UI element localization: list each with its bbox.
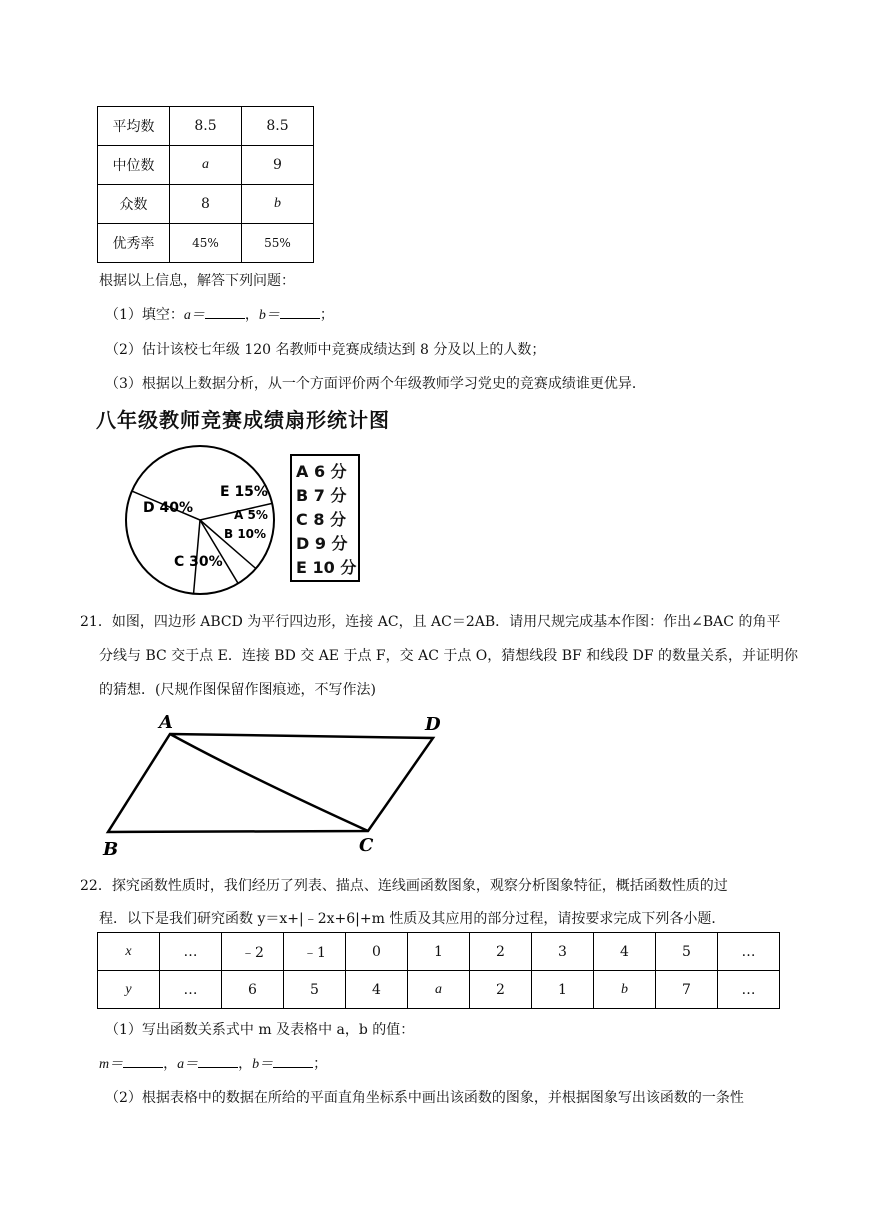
cell: 8 — [170, 185, 242, 224]
q22-b-label: b＝ — [252, 1057, 274, 1072]
cell: 45% — [170, 224, 242, 263]
legend-item: B 7 分 — [296, 486, 347, 505]
pie-slice-label: C 30% — [174, 554, 223, 570]
parallelogram-abcd — [108, 734, 433, 832]
cell: 55% — [242, 224, 314, 263]
y-cell: a — [408, 971, 470, 1009]
x-cell: 4 — [594, 933, 656, 971]
xy-table — [97, 932, 780, 1009]
y-cell: 2 — [470, 971, 532, 1009]
answer-blank — [123, 1055, 163, 1068]
cell: 9 — [242, 146, 314, 185]
x-cell: … — [160, 933, 222, 971]
table-row — [98, 185, 314, 224]
pie-slice-label: B 10% — [224, 527, 267, 541]
q21-line1: 21．如图，四边形 ABCD 为平行四边形，连接 AC，且 AC＝2AB．请用尺规完成基本作图：作出∠BAC 的角平 — [80, 614, 781, 630]
q20-a-label: a＝ — [183, 308, 205, 323]
q20-part3: （3）根据以上数据分析，从一个方面评价两个年级教师学习党史的竞赛成绩谁更优异． — [105, 376, 646, 392]
answer-blank — [198, 1055, 238, 1068]
separator: ， — [244, 307, 259, 323]
separator: ， — [163, 1056, 178, 1072]
diagonal-ac — [170, 734, 368, 831]
table-row — [98, 933, 780, 971]
x-cell: 3 — [532, 933, 594, 971]
q22-m-label: m＝ — [99, 1057, 124, 1072]
line-end: ； — [319, 307, 334, 323]
x-cell: 2 — [470, 933, 532, 971]
y-cell: … — [718, 971, 780, 1009]
pie-slice-label: D 40% — [143, 500, 194, 516]
y-cell: … — [160, 971, 222, 1009]
table-row — [98, 971, 780, 1009]
q22-line1: 22．探究函数性质时，我们经历了列表、描点、连线画函数图象，观察分析图象特征，概括函数性质的过 — [80, 878, 728, 894]
y-cell: 7 — [656, 971, 718, 1009]
q22-a-label: a＝ — [177, 1057, 199, 1072]
q22-line2: 程．以下是我们研究函数 y＝x+|﹣2x+6|+m 性质及其应用的部分过程，请按要求完成下列各小题． — [99, 911, 726, 927]
answer-blank — [273, 1055, 313, 1068]
cell: 8.5 — [170, 107, 242, 146]
q20-part1 — [105, 304, 334, 324]
q22-part1-answers — [99, 1053, 327, 1073]
legend-item: E 10 分 — [296, 558, 357, 577]
legend-item: C 8 分 — [296, 510, 347, 529]
pie-chart — [118, 440, 288, 600]
table-row — [98, 224, 314, 263]
q22-part1: （1）写出函数关系式中 m 及表格中 a，b 的值： — [105, 1022, 415, 1038]
y-cell: 4 — [346, 971, 408, 1009]
q20-intro: 根据以上信息，解答下列问题： — [99, 273, 295, 289]
x-cell: … — [718, 933, 780, 971]
q21-line2: 分线与 BC 交于点 E．连接 BD 交 AE 于点 F，交 AC 于点 O，猜想线段 BF 和线段 DF 的数量关系，并证明你 — [99, 648, 799, 664]
cell: a — [170, 146, 242, 185]
row-label: 众数 — [98, 185, 170, 224]
separator: ， — [238, 1056, 253, 1072]
x-cell: x — [98, 933, 160, 971]
parallelogram-figure — [95, 705, 455, 865]
row-label: 中位数 — [98, 146, 170, 185]
y-cell: 1 — [532, 971, 594, 1009]
x-cell: ﹣2 — [222, 933, 284, 971]
vertex-a-label: A — [159, 712, 173, 733]
row-label: 平均数 — [98, 107, 170, 146]
x-cell: ﹣1 — [284, 933, 346, 971]
x-cell: 0 — [346, 933, 408, 971]
vertex-c-label: C — [359, 835, 374, 856]
y-cell: y — [98, 971, 160, 1009]
pie-title: 八年级教师竞赛成绩扇形统计图 — [96, 408, 390, 432]
y-cell: 6 — [222, 971, 284, 1009]
x-cell: 5 — [656, 933, 718, 971]
legend-item: D 9 分 — [296, 534, 348, 553]
legend-item: A 6 分 — [296, 462, 347, 481]
y-cell: b — [594, 971, 656, 1009]
q21-line3: 的猜想．(尺规作图保留作图痕迹，不写作法) — [99, 682, 376, 698]
line-end: ； — [313, 1056, 328, 1072]
table-row — [98, 146, 314, 185]
cell: b — [242, 185, 314, 224]
pie-slice-label: A 5% — [234, 508, 268, 522]
answer-blank — [280, 306, 320, 319]
x-cell: 1 — [408, 933, 470, 971]
pie-legend — [290, 454, 360, 582]
answer-blank — [205, 306, 245, 319]
q20-b-label: b＝ — [258, 308, 280, 323]
stats-table — [97, 106, 314, 263]
vertex-d-label: D — [425, 714, 441, 735]
cell: 8.5 — [242, 107, 314, 146]
table-row — [98, 107, 314, 146]
y-cell: 5 — [284, 971, 346, 1009]
vertex-b-label: B — [103, 839, 119, 860]
q20-part2: （2）估计该校七年级 120 名教师中竞赛成绩达到 8 分及以上的人数； — [105, 342, 546, 358]
q22-part2: （2）根据表格中的数据在所给的平面直角坐标系中画出该函数的图象，并根据图象写出该函数的一条性 — [105, 1090, 744, 1106]
q20-part1-prefix: （1）填空： — [105, 307, 184, 323]
row-label: 优秀率 — [98, 224, 170, 263]
pie-slice-label: E 15% — [220, 484, 268, 500]
